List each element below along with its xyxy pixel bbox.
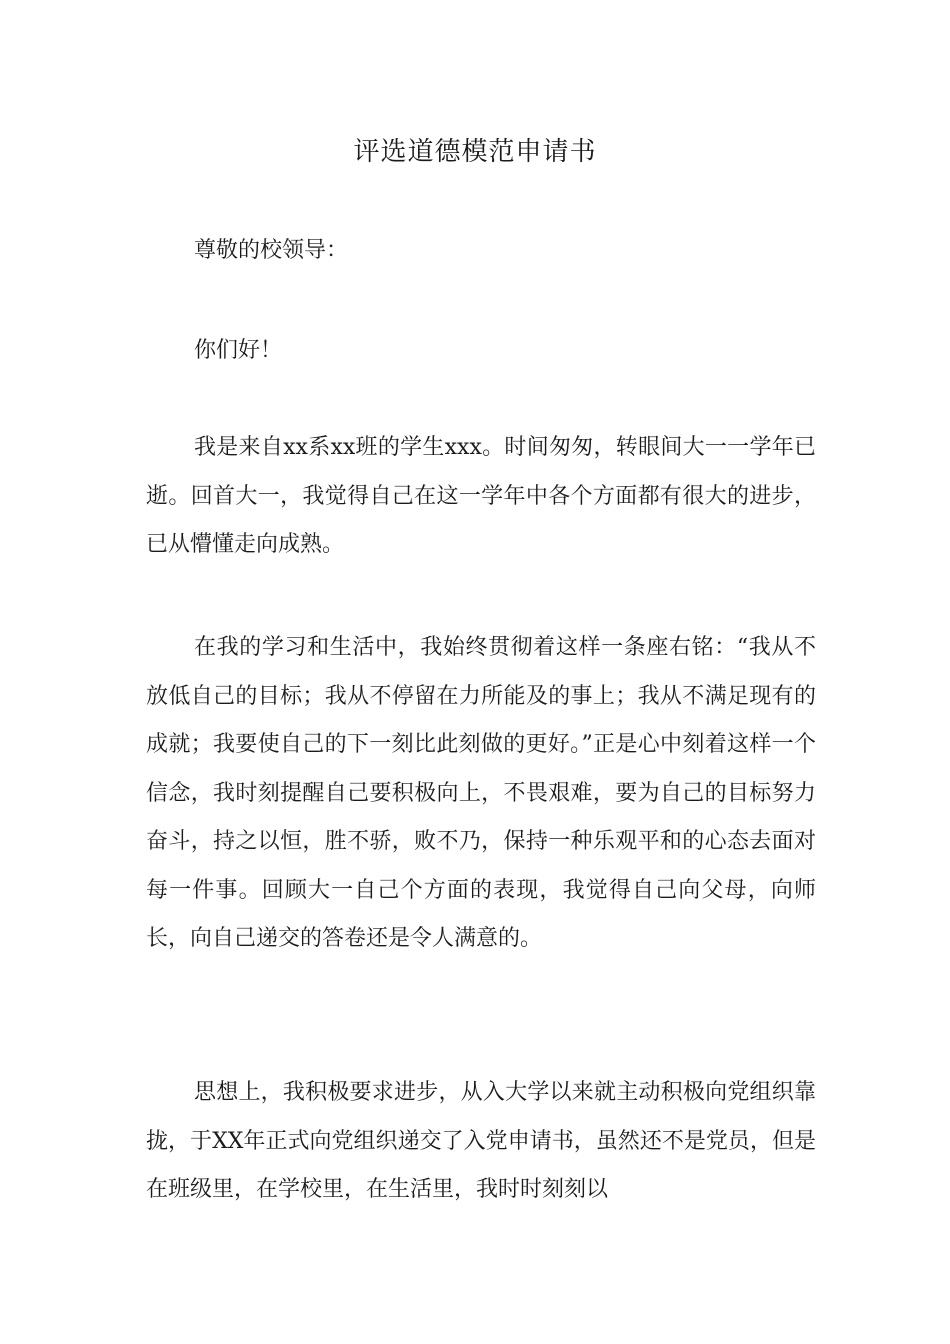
paragraph-1: 我是来自xx系xx班的学生xxx。时间匆匆，转眼间大一一学年已逝。回首大一，我觉得自己在这一学年中各个方面都有很大的进步，已从懵懂走向成熟。: [146, 435, 816, 557]
paragraph-2: 在我的学习和生活中，我始终贯彻着这样一条座右铭：“我从不放低自己的目标；我从不停留在力所能及的事上；我从不满足现有的成就；我要使自己的下一刻比此刻做的更好。”正是心中刻着这样一个信念，我时刻提醒自己要积极向上，不畏艰难，要为自己的目标努力奋斗，持之以恒，胜不骄，败不乃，保持一种乐观平和的心态去面对每一件事。回顾大一自己个方面的表现，我觉得自己向父母，向师长，向自己递交的答卷还是令人满意的。: [146, 635, 816, 951]
greeting: 你们好！: [194, 338, 283, 363]
paragraph-3: 思想上，我积极要求进步，从入大学以来就主动积极向党组织靠拢，于XX年正式向党组织递交了入党申请书，虽然还不是党员，但是在班级里，在学校里，在生活里，我时时刻刻以: [146, 1080, 816, 1202]
document-title: 评选道德模范申请书: [353, 137, 597, 167]
salutation: 尊敬的校领导：: [194, 238, 349, 263]
